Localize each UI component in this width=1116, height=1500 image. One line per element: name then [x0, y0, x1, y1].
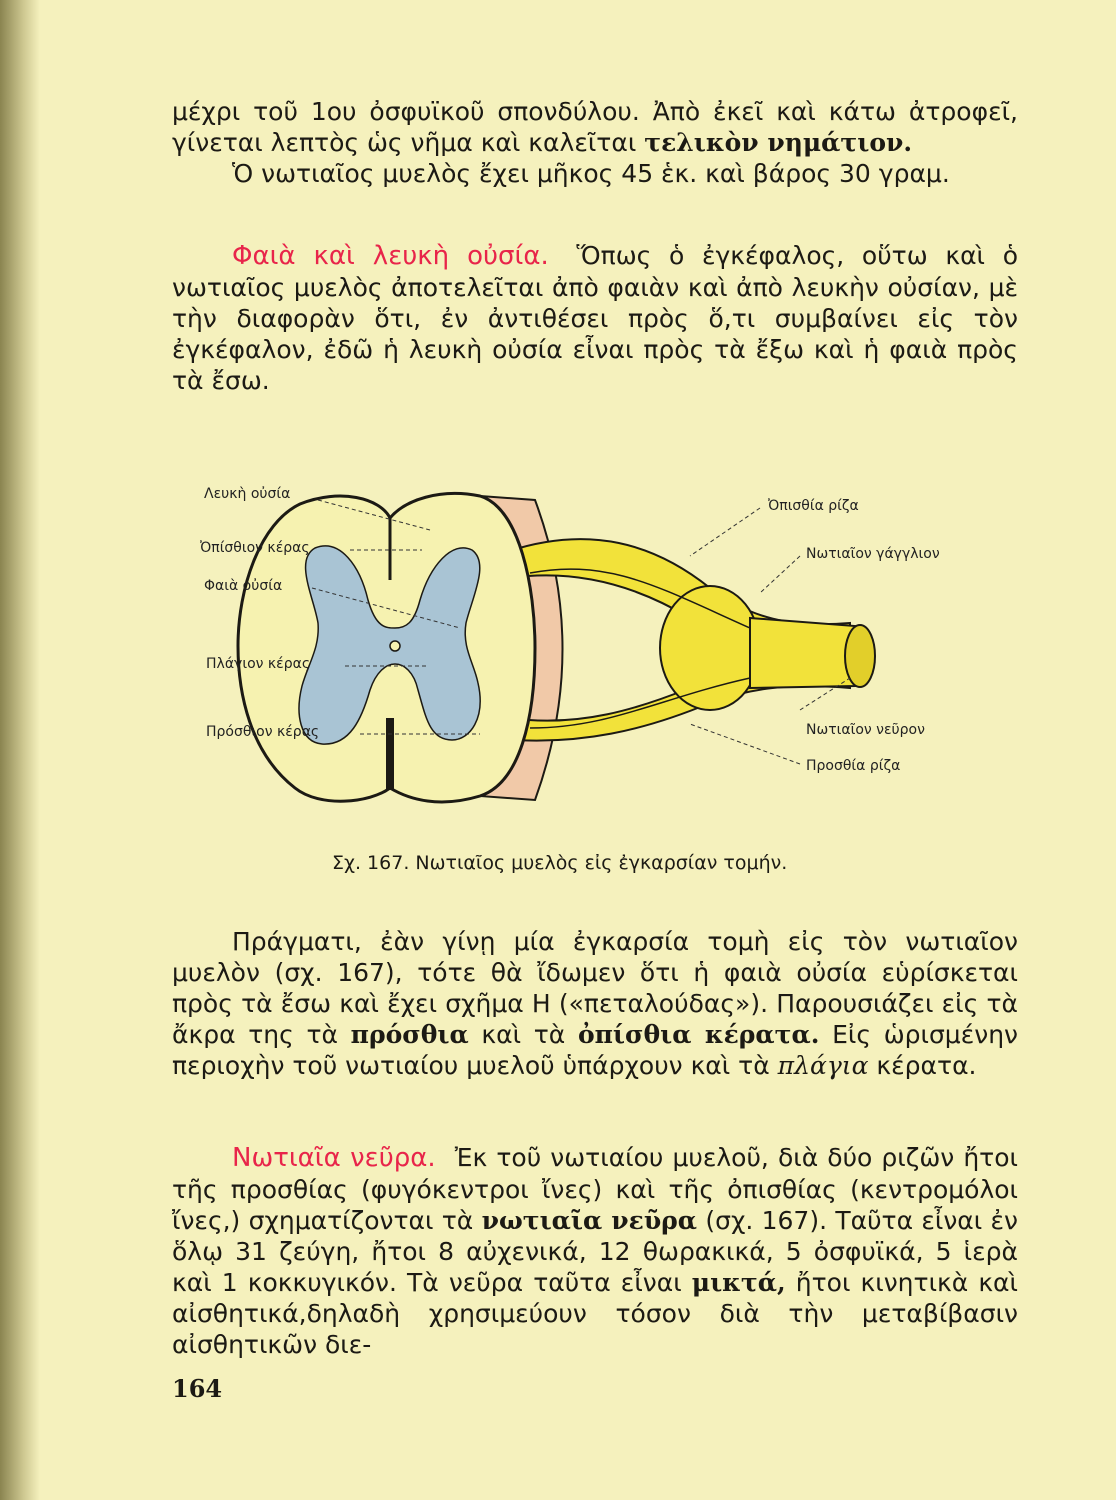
label-posterior-root: Ὀπισθία ρίζα	[768, 498, 859, 514]
section-heading-spinal-nerves: Νωτιαῖα νεῦρα.	[232, 1143, 436, 1173]
intro-paragraph	[172, 96, 1018, 189]
label-lateral-horn: Πλάγιον κέρας	[206, 656, 311, 672]
intro-line1: μέχρι τοῦ 1ου ὀσφυϊκοῦ σπονδύλου. Ἀπὸ ἐκεῖ καὶ κάτω ἀτροφεῖ, γίνεται λεπτὸς ὡς νῆμα καὶ καλεῖται	[172, 97, 1018, 157]
section-heading-gray-white-matter: Φαιὰ καὶ λευκὴ οὐσία.	[232, 241, 549, 271]
label-posterior-horn: Ὀπίσθιον κέρας	[200, 540, 310, 556]
label-spinal-nerve: Νωτιαῖον νεῦρον	[806, 722, 925, 738]
nerves-text-a: Ἐκ τοῦ νωτιαίου μυελοῦ, διὰ δύο ριζῶν ἤτοι τῆς προσθίας (φυγόκεντροι ἴνες) καὶ τῆς ὀπισθίας (κεντρομόλοι ἴνες,) σχηματίζονται τὰ	[172, 1143, 1018, 1235]
para-text-d: κέρατα.	[876, 1051, 977, 1080]
spinal-nerve-cut-end	[845, 625, 875, 687]
label-spinal-ganglion: Νωτιαῖον γάγγλιον	[806, 546, 940, 562]
spinal-ganglion-shape	[660, 586, 760, 710]
figure-caption: Σχ. 167. Νωτιαῖος μυελὸς εἰς ἐγκαρσίαν τομήν.	[332, 852, 788, 874]
nerves-text-b: (σχ. 167). Ταῦτα εἶναι ἐν ὅλῳ 31 ζεύγη, ἤτοι 8 αὐχενικά, 12 θωρακικά, 5 ὀσφυϊκά, 5 ἱερὰ καὶ 1 κοκκυγικόν. Τὰ νεῦρα ταῦτα εἶναι	[172, 1206, 1018, 1297]
bold-mixed: μικτά,	[691, 1268, 786, 1297]
bold-spinal-nerves: νωτιαῖα νεῦρα	[481, 1206, 698, 1235]
para-text-a: Πράγματι, ἐὰν γίνῃ μία ἐγκαρσία τομὴ εἰς τὸν νωτιαῖον μυελὸν (σχ. 167), τότε θὰ ἴδωμεν ὅτι ἡ φαιὰ οὐσία εὑρίσκεται πρὸς τὰ ἔσω καὶ ἔχει σχῆμα Η («πεταλούδας»). Παρουσιάζει εἰς τὰ ἄκρα της τὰ	[172, 927, 1018, 1049]
bold-anterior: πρόσθια	[350, 1020, 469, 1049]
central-canal	[390, 641, 400, 651]
italic-lateral: πλάγια	[777, 1051, 869, 1080]
spinal-nerves-paragraph	[172, 1142, 1018, 1360]
page-number: 164	[172, 1374, 223, 1403]
bold-posterior-horns: ὀπίσθια κέρατα.	[577, 1020, 820, 1049]
gray-white-matter-paragraph	[172, 240, 1018, 396]
label-anterior-horn: Πρόσθιον κέρας	[206, 724, 320, 740]
para-text-b: καὶ τὰ	[481, 1020, 566, 1049]
bold-term-final-filament: τελικὸν νημάτιον.	[644, 128, 913, 157]
label-anterior-root: Προσθία ρίζα	[806, 758, 901, 774]
spinal-cord-figure	[190, 478, 990, 818]
label-white-matter: Λευκὴ οὐσία	[204, 486, 291, 502]
label-gray-matter: Φαιὰ οὐσία	[204, 578, 283, 594]
spinal-nerve-trunk	[750, 618, 855, 688]
gray-white-matter-text: Ὅπως ὁ ἐγκέφαλος, οὕτω καὶ ὁ νωτιαῖος μυελὸς ἀποτελεῖται ἀπὸ φαιὰν καὶ ἀπὸ λευκὴν οὐσίαν, μὲ τὴν διαφορὰν ὅτι, ἐν ἀντιθέσει πρὸς ὅ,τι συμβαίνει εἰς τὸν ἐγκέφαλον, ἐδῶ ἡ λευκὴ οὐσία εἶναι πρὸς τὰ ἔξω καὶ ἡ φαιὰ πρὸς τὰ ἔσω.	[172, 241, 1018, 395]
intro-line2: Ὁ νωτιαῖος μυελὸς ἔχει μῆκος 45 ἑκ. καὶ βάρος 30 γραμ.	[232, 159, 950, 188]
para-text-c: Εἰς ὡρισμένην περιοχὴν τοῦ νωτιαίου μυελοῦ ὑπάρχουν καὶ τὰ	[172, 1020, 1019, 1080]
gray-matter-shape-paragraph	[172, 926, 1018, 1081]
nerves-text-c: ἤτοι κινητικὰ καὶ αἰσθητικά,δηλαδὴ χρησιμεύουν τόσον διὰ τὴν μεταβίβασιν αἰσθητικῶν διε-	[172, 1268, 1018, 1359]
